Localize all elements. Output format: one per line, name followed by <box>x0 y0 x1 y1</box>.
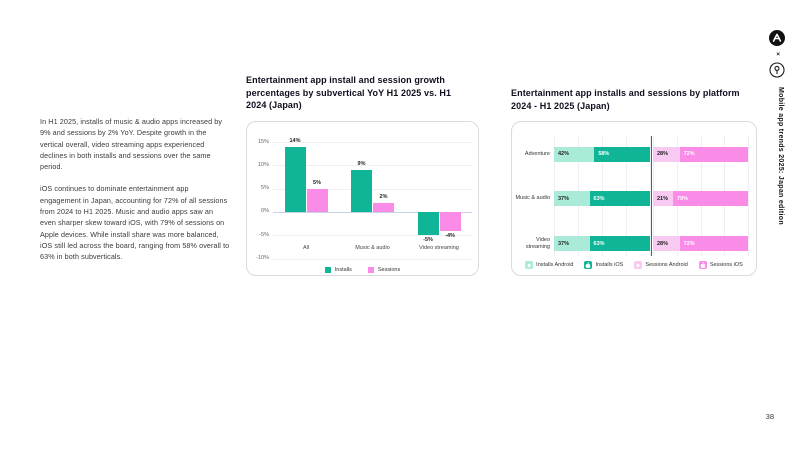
category-label: All <box>302 245 310 251</box>
bar-segment-label: 79% <box>676 195 688 202</box>
category-label: Music & audio <box>355 245 390 251</box>
bar-sessions-1 <box>373 203 394 212</box>
google-play-icon <box>525 261 533 269</box>
legend-label: Sessions iOS <box>709 262 743 268</box>
bar-segment-label: 72% <box>683 240 695 247</box>
legend-label: Installs Android <box>536 262 574 268</box>
apple-icon <box>584 261 592 269</box>
bar-sessions-0 <box>307 189 328 212</box>
bar-segment-label: 63% <box>593 195 605 202</box>
bar-sessions-2 <box>440 212 461 231</box>
bar-segment-label: 28% <box>657 240 669 247</box>
platform-chart-title: Entertainment app installs and sessions by platform 2024 - H1 2025 (Japan) <box>511 88 740 111</box>
bar-segment-label: 37% <box>558 240 570 247</box>
y-axis-tick-label: 5% <box>261 185 269 192</box>
category-label: Video streaming <box>419 245 459 251</box>
gridline <box>273 259 472 260</box>
y-axis-tick-label: 10% <box>257 161 269 168</box>
legend-label: Sessions Android <box>645 262 688 268</box>
bar-value-label: -4% <box>445 232 455 239</box>
growth-bar-chart <box>246 121 479 276</box>
category-label: Adventure <box>524 150 550 157</box>
platform-stacked-bar-chart <box>511 121 757 276</box>
bar-value-label: 14% <box>289 138 301 145</box>
category-label: Video streaming <box>525 237 550 250</box>
intro-text-block <box>40 116 230 274</box>
partner-circle-logo-icon <box>769 62 785 78</box>
bar-segment-label: 58% <box>598 151 610 157</box>
legend-item-installs <box>325 267 352 273</box>
bar-installs-1 <box>351 170 372 212</box>
intro-paragraph-2: iOS continues to dominate entertainment app engagement in Japan, accounting for 72% of all sessions from 2024 to H1 2025. Music and audio apps saw an even sharper skew toward iOS, with 79% of sessions on Apple devices. While install share was more balanced, iOS still led across the board, ranging from 58% overall to 63% in both subverticals. <box>40 184 230 262</box>
legend-label: Installs iOS <box>595 262 624 268</box>
legend-label: Sessions <box>377 267 401 273</box>
bar-value-label: -5% <box>423 237 433 244</box>
bar-segment-label: 37% <box>558 195 570 202</box>
chart-legend <box>512 261 756 269</box>
bar-installs-2 <box>418 212 439 235</box>
bar-segment-label: 28% <box>657 151 669 157</box>
y-axis-tick-label: 0% <box>261 208 269 215</box>
y-axis-tick-label: 15% <box>257 138 269 145</box>
bar-segment-label: 21% <box>657 195 669 202</box>
legend-swatch <box>368 267 374 273</box>
legend-item-installs-ios <box>584 261 623 269</box>
page-number: 38 <box>765 412 774 421</box>
y-axis-tick-label: -10% <box>256 255 269 262</box>
section-divider <box>651 136 653 256</box>
bar-value-label: 2% <box>379 194 388 201</box>
legend-item-sessions-android <box>634 261 688 269</box>
adjust-logo-icon <box>769 30 785 46</box>
logo-separator: × <box>776 51 780 58</box>
bar-value-label: 5% <box>313 180 321 187</box>
gridline <box>748 136 749 256</box>
legend-item-installs-android <box>525 261 573 269</box>
category-label: Music & audio <box>515 195 550 202</box>
bar-installs-0 <box>285 147 306 212</box>
legend-swatch <box>325 267 331 273</box>
y-axis-tick-label: -5% <box>259 231 269 238</box>
growth-chart-title: Entertainment app install and session growth percentages by subvertical YoY H1 2025 vs. H1 2024 (Japan) <box>246 75 452 110</box>
bar-segment-label: 42% <box>558 151 570 157</box>
intro-paragraph-1: In H1 2025, installs of music & audio apps increased by 9% and sessions by 2% YoY. Despite growth in the vertical overall, video streaming apps experienced declines in both installs and sessions over the same period. <box>40 117 223 172</box>
bar-segment-label: 63% <box>593 240 605 247</box>
edition-vertical-title: Mobile app trends 2025: Japan edition <box>777 87 784 225</box>
google-play-icon <box>634 261 642 269</box>
legend-item-sessions <box>368 267 400 273</box>
bar-segment-label: 72% <box>683 151 695 157</box>
legend-label: Installs <box>334 267 352 273</box>
bar-value-label: 9% <box>357 161 366 168</box>
legend-item-sessions-ios <box>699 261 743 269</box>
chart-legend <box>247 267 478 273</box>
apple-icon <box>699 261 707 269</box>
